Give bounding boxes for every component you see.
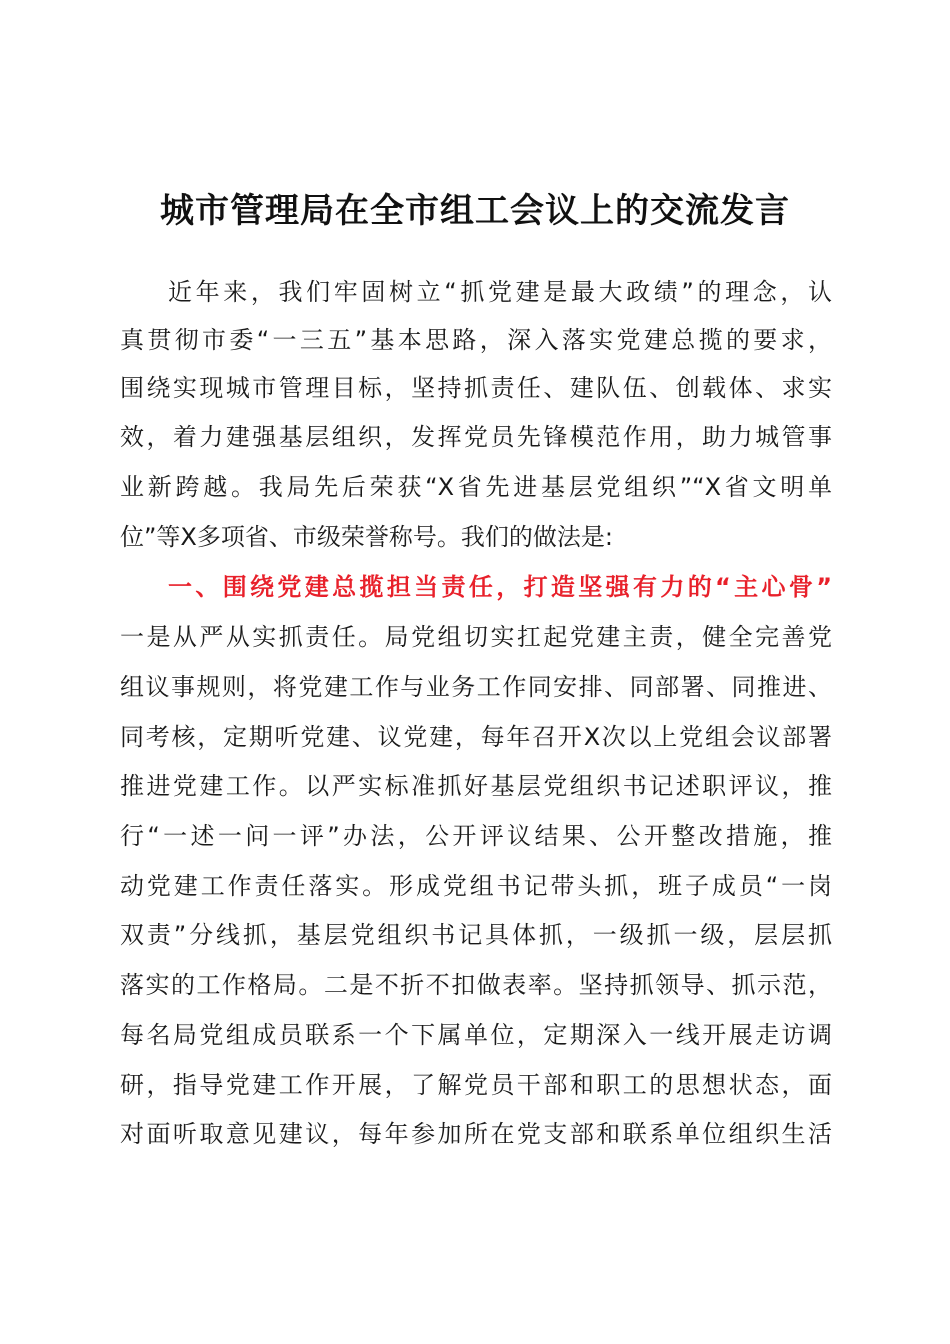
paragraph-line: 推进党建工作。以严实标准抓好基层党组织书记述职评议，推 [120, 772, 832, 800]
paragraph-line: 业新跨越。我局先后荣获“X省先进基层党组织”“X省文明单 [120, 473, 832, 501]
paragraph-line: 研，指导党建工作开展，了解党员干部和职工的思想状态，面 [120, 1071, 832, 1099]
document-title: 城市管理局在全市组工会议上的交流发言 [160, 191, 790, 231]
paragraph-line: 一是从严从实抓责任。局党组切实扛起党建主责，健全完善党 [120, 623, 832, 651]
paragraph-line: 双责”分线抓，基层党组织书记具体抓，一级抓一级，层层抓 [120, 921, 832, 949]
paragraph-line: 位”等X多项省、市级荣誉称号。我们的做法是: [120, 523, 613, 551]
paragraph-line: 围绕实现城市管理目标，坚持抓责任、建队伍、创载体、求实 [120, 374, 832, 402]
paragraph-line: 同考核，定期听党建、议党建，每年召开X次以上党组会议部署 [120, 723, 832, 751]
section-heading: 一、围绕党建总揽担当责任，打造坚强有力的“主心骨” [168, 573, 832, 601]
paragraph-line: 动党建工作责任落实。形成党组书记带头抓，班子成员“一岗 [120, 872, 832, 900]
paragraph-line: 组议事规则，将党建工作与业务工作同安排、同部署、同推进、 [120, 673, 832, 701]
paragraph-line: 每名局党组成员联系一个下属单位，定期深入一线开展走访调 [120, 1021, 832, 1049]
paragraph-line: 行“一述一问一评”办法，公开评议结果、公开整改措施，推 [120, 822, 832, 850]
paragraph-line: 真贯彻市委“一三五”基本思路，深入落实党建总揽的要求， [120, 326, 832, 354]
paragraph-line: 近年来，我们牢固树立“抓党建是最大政绩”的理念，认 [168, 278, 832, 306]
paragraph-line: 落实的工作格局。二是不折不扣做表率。坚持抓领导、抓示范， [120, 971, 832, 999]
paragraph-line: 对面听取意见建议，每年参加所在党支部和联系单位组织生活 [120, 1120, 832, 1148]
paragraph-line: 效，着力建强基层组织，发挥党员先锋模范作用，助力城管事 [120, 423, 832, 451]
